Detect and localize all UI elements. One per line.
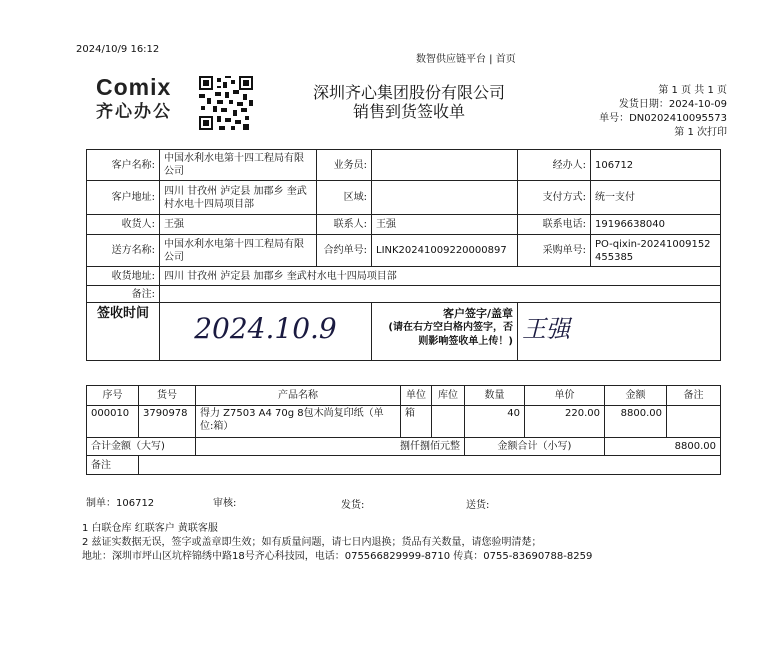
recv-addr-label: 收货地址: <box>87 267 160 286</box>
receiver-label: 收货人: <box>87 215 160 235</box>
items-header-row <box>87 386 721 406</box>
customer-sign-title: 客户签字/盖章 <box>442 307 513 320</box>
col-unit: 单位 <box>401 386 432 406</box>
contact-label: 联系人: <box>317 215 372 235</box>
platform-title: 数智供应链平台 | 首页 <box>416 54 516 65</box>
table-row <box>87 406 721 438</box>
total-num-value: 8800.00 <box>605 438 721 456</box>
col-loc: 库位 <box>432 386 465 406</box>
print-datetime: 2024/10/9 16:12 <box>76 44 160 55</box>
row-price: 220.00 <box>525 406 605 438</box>
row-unit: 箱 <box>401 406 432 438</box>
customer-signature: 王强 <box>522 314 570 343</box>
ship-date: 发货日期：2024-10-09 <box>618 99 727 110</box>
region-value <box>372 181 518 215</box>
footer-line-2: 2 兹证实数据无误，签字或盖章即生效；如有质量问题，请七日内退换；货品有关数量，请您验明清楚； <box>82 537 542 548</box>
region-label: 区域: <box>317 181 372 215</box>
company-name: 深圳齐心集团股份有限公司 <box>313 83 506 102</box>
items-remark-label: 备注 <box>87 456 139 475</box>
remark-value <box>160 286 721 303</box>
maker: 制单：106712 <box>86 498 155 509</box>
sender: 发货: <box>341 500 365 511</box>
deliverer: 送货: <box>466 500 490 511</box>
phone-value: 19196638040 <box>591 215 721 235</box>
shipto-label: 送方名称: <box>87 235 160 267</box>
doc-number: 单号：DN0202410095573 <box>599 113 727 124</box>
row-amount: 8800.00 <box>605 406 667 438</box>
total-num-label: 金额合计（小写) <box>465 438 605 456</box>
page-count: 第 1 页 共 1 页 <box>658 85 727 96</box>
row-qty: 40 <box>465 406 525 438</box>
handler-label: 经办人: <box>518 150 591 181</box>
row-seq: 000010 <box>87 406 139 438</box>
total-cn-value: 捌仟捌佰元整 <box>196 438 465 456</box>
payment-value: 统一支付 <box>591 181 721 215</box>
po-value: PO-qixin-20241009152455385 <box>591 235 721 267</box>
po-label: 采购单号: <box>518 235 591 267</box>
col-seq: 序号 <box>87 386 139 406</box>
phone-label: 联系电话: <box>518 215 591 235</box>
row-sku: 3790978 <box>139 406 196 438</box>
shipto-value: 中国水利水电第十四工程局有限公司 <box>160 235 317 267</box>
sign-time-label: 签收时间 <box>87 303 160 361</box>
customer-value: 中国水利水电第十四工程局有限公司 <box>160 150 317 181</box>
customer-sign-note-1: (请在右方空白格内签字，否 <box>388 322 513 333</box>
receiver-value: 王强 <box>160 215 317 235</box>
handler-value: 106712 <box>591 150 721 181</box>
col-price: 单价 <box>525 386 605 406</box>
total-cn-label: 合计金额（大写) <box>87 438 196 456</box>
info-table <box>86 149 721 361</box>
footer-notes <box>82 522 592 564</box>
sign-time-cell <box>160 303 372 361</box>
contract-value: LINK20241009220000897 <box>372 235 518 267</box>
recv-addr-value: 四川 甘孜州 泸定县 加郡乡 奎武村水电十四局项目部 <box>160 267 721 286</box>
salesman-label: 业务员: <box>317 150 372 181</box>
row-note <box>667 406 721 438</box>
address-value: 四川 甘孜州 泸定县 加郡乡 奎武村水电十四局项目部 <box>160 181 317 215</box>
contract-label: 合约单号: <box>317 235 372 267</box>
customer-label: 客户名称: <box>87 150 160 181</box>
contact-value: 王强 <box>372 215 518 235</box>
print-count: 第 1 次打印 <box>674 127 727 138</box>
brand-logo: Comix <box>96 74 172 100</box>
row-loc <box>432 406 465 438</box>
remark-label: 备注: <box>87 286 160 303</box>
items-remark-value <box>139 456 721 475</box>
sign-time-handwriting: 2024.10.9 <box>194 311 337 345</box>
checker: 审核: <box>213 498 237 509</box>
address-label: 客户地址: <box>87 181 160 215</box>
col-qty: 数量 <box>465 386 525 406</box>
footer-line-1: 1 白联仓库 红联客户 黄联客服 <box>82 523 218 534</box>
col-name: 产品名称 <box>196 386 401 406</box>
col-sku: 货号 <box>139 386 196 406</box>
brand-logo-cn: 齐心办公 <box>96 102 172 122</box>
salesman-value <box>372 150 518 181</box>
row-name: 得力 Z7503 A4 70g 8包木尚复印纸（单位:箱） <box>196 406 401 438</box>
payment-label: 支付方式: <box>518 181 591 215</box>
col-note: 备注 <box>667 386 721 406</box>
customer-sign-note-2: 则影响签收单上传！) <box>418 336 513 347</box>
items-table <box>86 385 721 475</box>
col-amount: 金额 <box>605 386 667 406</box>
document-title: 销售到货签收单 <box>353 102 466 121</box>
footer-line-3: 地址：深圳市坪山区坑梓锦绣中路18号齐心科技园，电话：075566829999-8710 传真：0755-83690788-8259 <box>82 551 593 562</box>
customer-signature-cell <box>518 303 721 361</box>
qr-code <box>199 76 253 130</box>
customer-sign-instructions <box>372 303 518 361</box>
doc-meta <box>599 84 727 140</box>
